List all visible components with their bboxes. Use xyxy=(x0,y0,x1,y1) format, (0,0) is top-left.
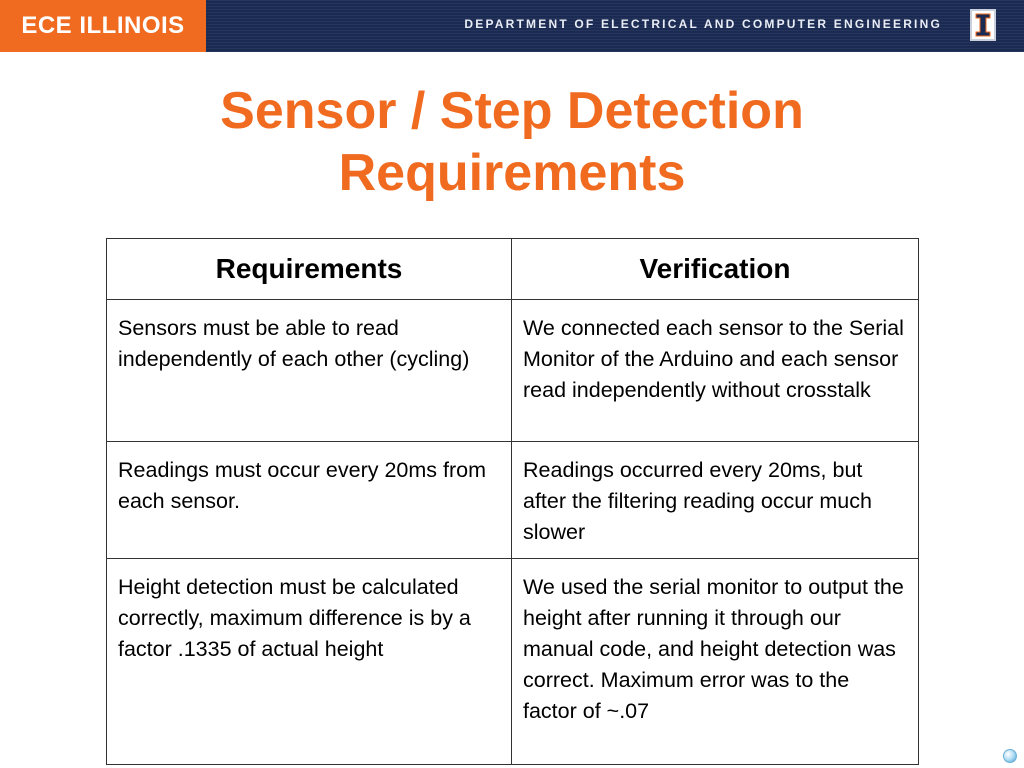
column-header-verification: Verification xyxy=(512,239,919,300)
brand-label: ECE ILLINOIS xyxy=(0,0,206,52)
slide-title-line-1: Sensor / Step Detection xyxy=(220,82,804,140)
verification-cell: We connected each sensor to the Serial Monitor of the Arduino and each sensor read independently without crosstalk xyxy=(512,300,919,442)
requirements-table xyxy=(106,238,919,765)
table-row xyxy=(107,559,919,765)
table-row xyxy=(107,442,919,559)
requirement-cell: Height detection must be calculated correctly, maximum difference is by a factor .1335 of actual height xyxy=(107,559,512,765)
requirement-cell: Sensors must be able to read independently of each other (cycling) xyxy=(107,300,512,442)
department-label: DEPARTMENT OF ELECTRICAL AND COMPUTER ENGINEERING xyxy=(464,17,942,31)
block-i-logo-icon xyxy=(970,9,996,41)
column-header-requirements: Requirements xyxy=(107,239,512,300)
verification-cell: We used the serial monitor to output the height after running it through our manual code, and height detection was correct. Maximum error was to the factor of ~.07 xyxy=(512,559,919,765)
verification-cell: Readings occurred every 20ms, but after the filtering reading occur much slower xyxy=(512,442,919,559)
slide-nav-dot-icon[interactable] xyxy=(1003,749,1017,763)
requirement-cell: Readings must occur every 20ms from each sensor. xyxy=(107,442,512,559)
slide-title xyxy=(0,80,1024,204)
slide-title-line-2: Requirements xyxy=(338,144,686,202)
table-row xyxy=(107,300,919,442)
header-banner xyxy=(0,0,1024,52)
table-header-row xyxy=(107,239,919,300)
